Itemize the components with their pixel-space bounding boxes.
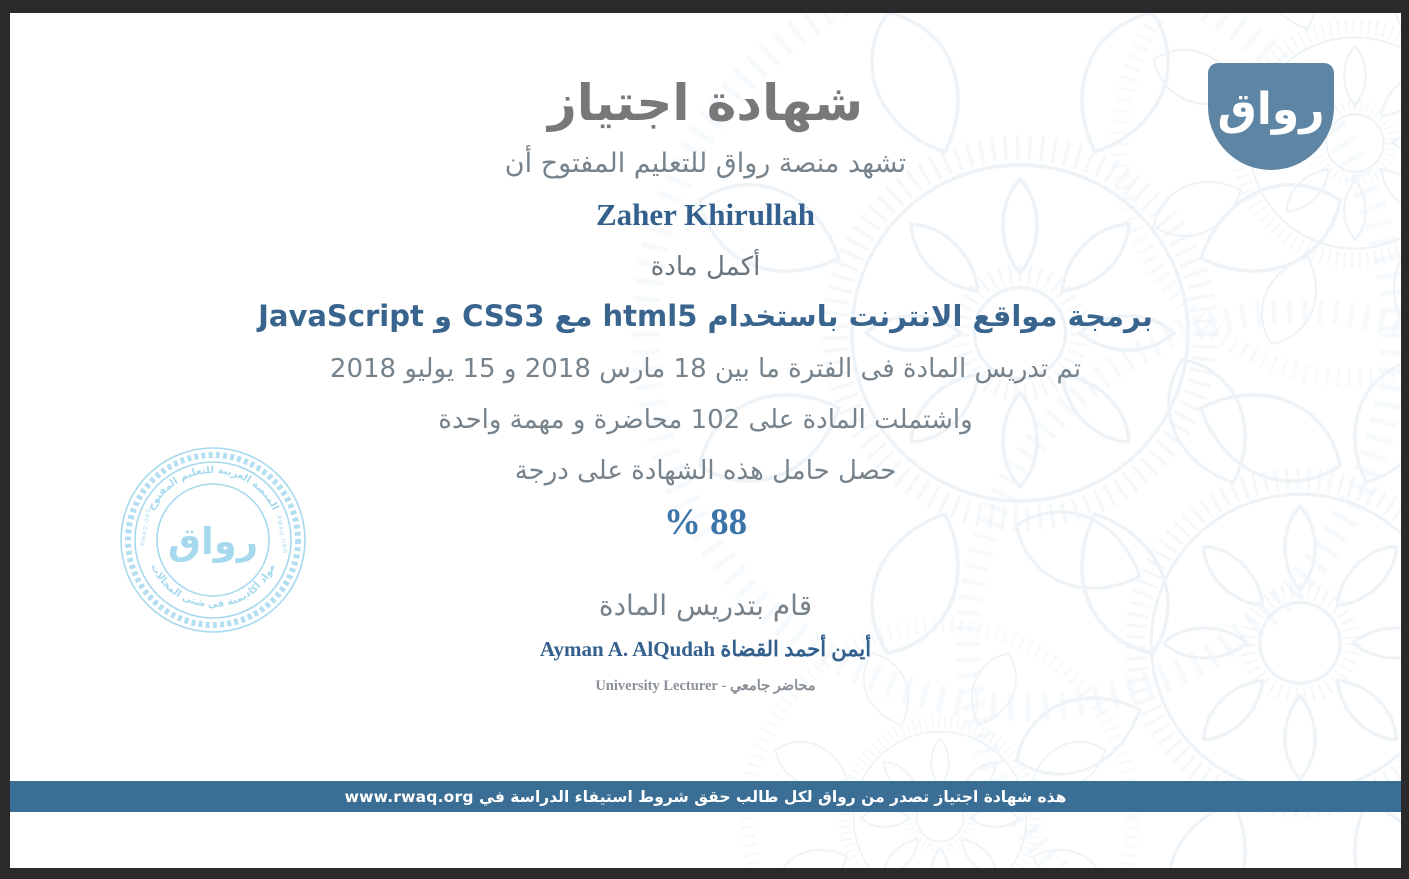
instructor-name: أيمن أحمد القضاة Ayman A. AlQudah bbox=[539, 636, 872, 661]
footer-text: هذه شهادة اجتياز تصدر من رواق لكل طالب حقق شروط استيفاء الدراسة في www.rwaq.org bbox=[344, 787, 1067, 806]
grade-label: حصل حامل هذه الشهادة على درجة bbox=[514, 456, 897, 487]
certificate-subtitle: تشهد منصة رواق للتعليم المفتوح أن bbox=[504, 148, 907, 179]
stamp-top-arc-text: المنصة العربية للتعليم المفتوح bbox=[145, 464, 281, 513]
course-period-line: تم تدريس المادة فى الفترة ما بين 18 مارس 2018 و 15 يوليو 2018 bbox=[329, 354, 1082, 385]
course-content-line: واشتملت المادة على 102 محاضرة و مهمة واحدة bbox=[438, 405, 973, 436]
instructor-heading: قام بتدريس المادة bbox=[598, 589, 813, 623]
stamp-center-text: رواق bbox=[167, 520, 259, 563]
footer-bar bbox=[10, 781, 1401, 812]
instructor-title: محاضر جامعي - University Lecturer bbox=[595, 677, 816, 694]
certificate-content bbox=[10, 13, 1401, 868]
certificate-title: شهادة اجتياز bbox=[547, 74, 864, 132]
certificate-page bbox=[10, 13, 1401, 868]
stamp-right-text: RWAQ.ORG bbox=[275, 515, 288, 555]
rwaq-logo-text: رواق bbox=[1217, 83, 1325, 135]
course-title: برمجة مواقع الانترنت باستخدام html5 مع CSS3 و JavaScript bbox=[258, 298, 1153, 333]
student-name: Zaher Khirullah bbox=[595, 197, 816, 233]
completed-label: أكمل مادة bbox=[650, 252, 761, 283]
stamp-left-text: RWAQ.ORG bbox=[140, 506, 153, 547]
grade-value: % 88 bbox=[663, 502, 748, 544]
stamp-bottom-arc-text: مواد أكاديمية في شتى المجالات bbox=[148, 562, 278, 611]
